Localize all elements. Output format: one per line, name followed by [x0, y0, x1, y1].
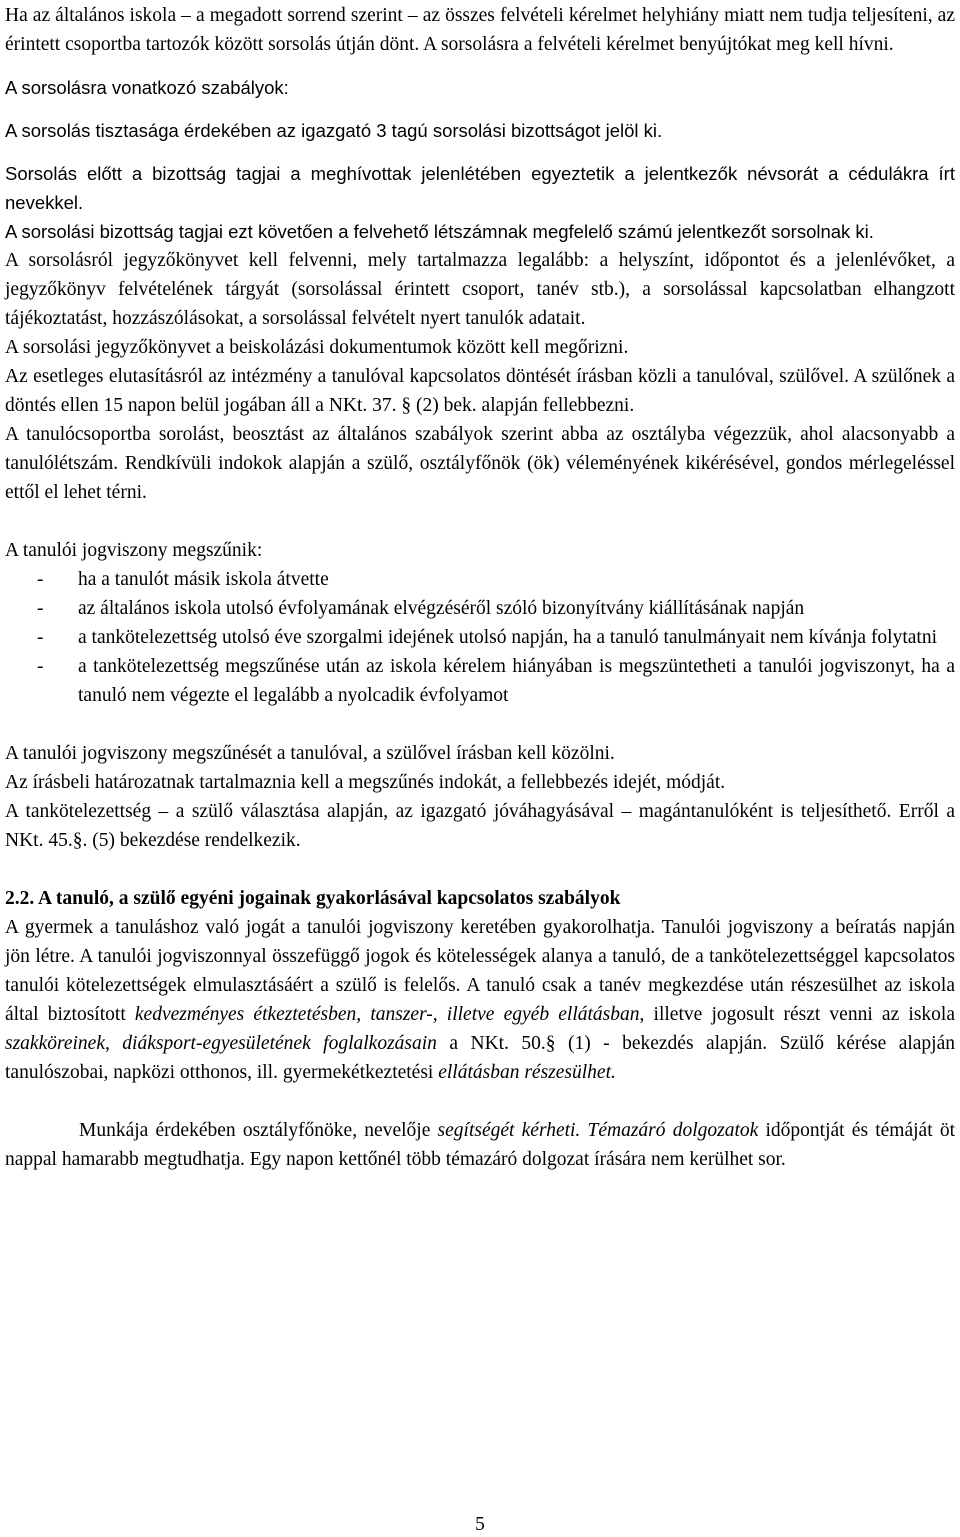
paragraph-lottery-check: Sorsolás előtt a bizottság tagjai a meghívottak jelenlétében egyeztetik a jelentkezők névsorát a cédulákra írt nevekkel. [5, 163, 955, 213]
paragraph-termination-title: A tanulói jogviszony megszűnik: [5, 540, 263, 561]
list-item: - ha a tanulót másik iskola átvette [5, 565, 955, 594]
list-dash: - [37, 656, 44, 677]
list-dash: - [37, 569, 44, 590]
paragraph-lottery-committee: A sorsolás tisztasága érdekében az igazgató 3 tagú sorsolási bizottságot jelöl ki. [5, 120, 663, 141]
list-dash: - [37, 598, 44, 619]
paragraph-private-student: A tankötelezettség – a szülő választása alapján, az igazgató jóváhagyásával – magántanulóként is teljesíthető. Erről a NKt. 45.§. (5) bekezdése rendelkezik. [5, 801, 955, 851]
paragraph-lottery-rules-title: A sorsolásra vonatkozó szabályok: [5, 77, 289, 98]
document-page [5, 0, 955, 1174]
termination-list [5, 565, 955, 710]
list-dash: - [37, 627, 44, 648]
paragraph-termination-notice: A tanulói jogviszony megszűnését a tanulóval, a szülővel írásban kell közölni. [5, 743, 615, 764]
section-heading: 2.2. A tanuló, a szülő egyéni jogainak gyakorlásával kapcsolatos szabályok [5, 888, 621, 909]
paragraph-teacher-help: Munkája érdekében osztályfőnöke, nevelője segítségét kérheti. Témazáró dolgozatok időpontját és témáját öt nappal hamarabb megtudhatja. Egy napon kettőnél több témazáró dolgozat írására nem kerülhet sor. [5, 1120, 955, 1170]
page-number: 5 [475, 1514, 485, 1535]
paragraph-student-rights: A gyermek a tanuláshoz való jogát a tanulói jogviszony keretében gyakorolhatja. Tanulói jogviszony a beíratás napján jön létre. A tanulói jogviszonnyal összefüggő jogok és kötelességek alanya a tanuló, de a tankötelezettséggel kapcsolatos tanulói kötelezettségek elmulasztásáért a szülő is felelős. A tanuló csak a tanév megkezdése után részesülhet az iskola által biztosított kedvezményes étkeztetésben, tanszer-, illetve egyéb ellátásban, illetve jogosult részt venni az iskola szakköreinek, diáksport-egyesületének foglalkozásain a NKt. 50.§ (1) - bekezdés alapján. Szülő kérése alapján tanulószobai, napközi otthonos, ill. gyermekétkeztetési ellátásban részesülhet. [5, 917, 955, 1083]
paragraph-lottery-draw: A sorsolási bizottság tagjai ezt követően a felvehető létszámnak megfelelő számú jelentkezőt sorsolnak ki. [5, 221, 874, 242]
paragraph-rejection: Az esetleges elutasításról az intézmény a tanulóval kapcsolatos döntését írásban közli a tanulóval, szülővel. A szülőnek a döntés ellen 15 napon belül jogában áll a NKt. 37. § (2) bek. alapján fellebbezni. [5, 366, 955, 416]
paragraph-written-decision: Az írásbeli határozatnak tartalmaznia kell a megszűnés indokát, a fellebbezés idejét, módját. [5, 772, 726, 793]
paragraph-grouping: A tanulócsoportba sorolást, beosztást az általános szabályok szerint abba az osztályba végezzük, ahol alacsonyabb a tanulólétszám. Rendkívüli indokok alapján a szülő, osztályfőnök (ök) véleményének kikérésével, gondos mérlegeléssel ettől el lehet térni. [5, 424, 955, 503]
list-item: - a tankötelezettség utolsó éve szorgalmi idejének utolsó napján, ha a tanuló tanulmányait nem kívánja folytatni [5, 623, 955, 652]
paragraph-lottery-intro: Ha az általános iskola – a megadott sorrend szerint – az összes felvételi kérelmet helyhiány miatt nem tudja teljesíteni, az érintett csoportba tartozók között sorsolás útján dönt. A sorsolásra a felvételi kérelmet benyújtókat meg kell hívni. [5, 5, 955, 55]
paragraph-lottery-minutes: A sorsolásról jegyzőkönyvet kell felvenni, mely tartalmazza legalább: a helyszínt, időpontot és a jelenlévőket, a jegyzőkönyv felvételének tárgyát (sorsolással érintett csoport, tanév stb.), a sorsolással kapcsolatban elhangzott tájékoztatást, hozzászólásokat, a sorsolással felvételt nyert tanulók adatait. [5, 250, 955, 329]
paragraph-lottery-archive: A sorsolási jegyzőkönyvet a beiskolázási dokumentumok között kell megőrizni. [5, 337, 629, 358]
list-item: - az általános iskola utolsó évfolyamának elvégzéséről szóló bizonyítvány kiállításának napján [5, 594, 955, 623]
list-item: - a tankötelezettség megszűnése után az iskola kérelem hiányában is megszüntetheti a tanulói jogviszonyt, ha a tanuló nem végezte el legalább a nyolcadik évfolyamot [5, 652, 955, 710]
